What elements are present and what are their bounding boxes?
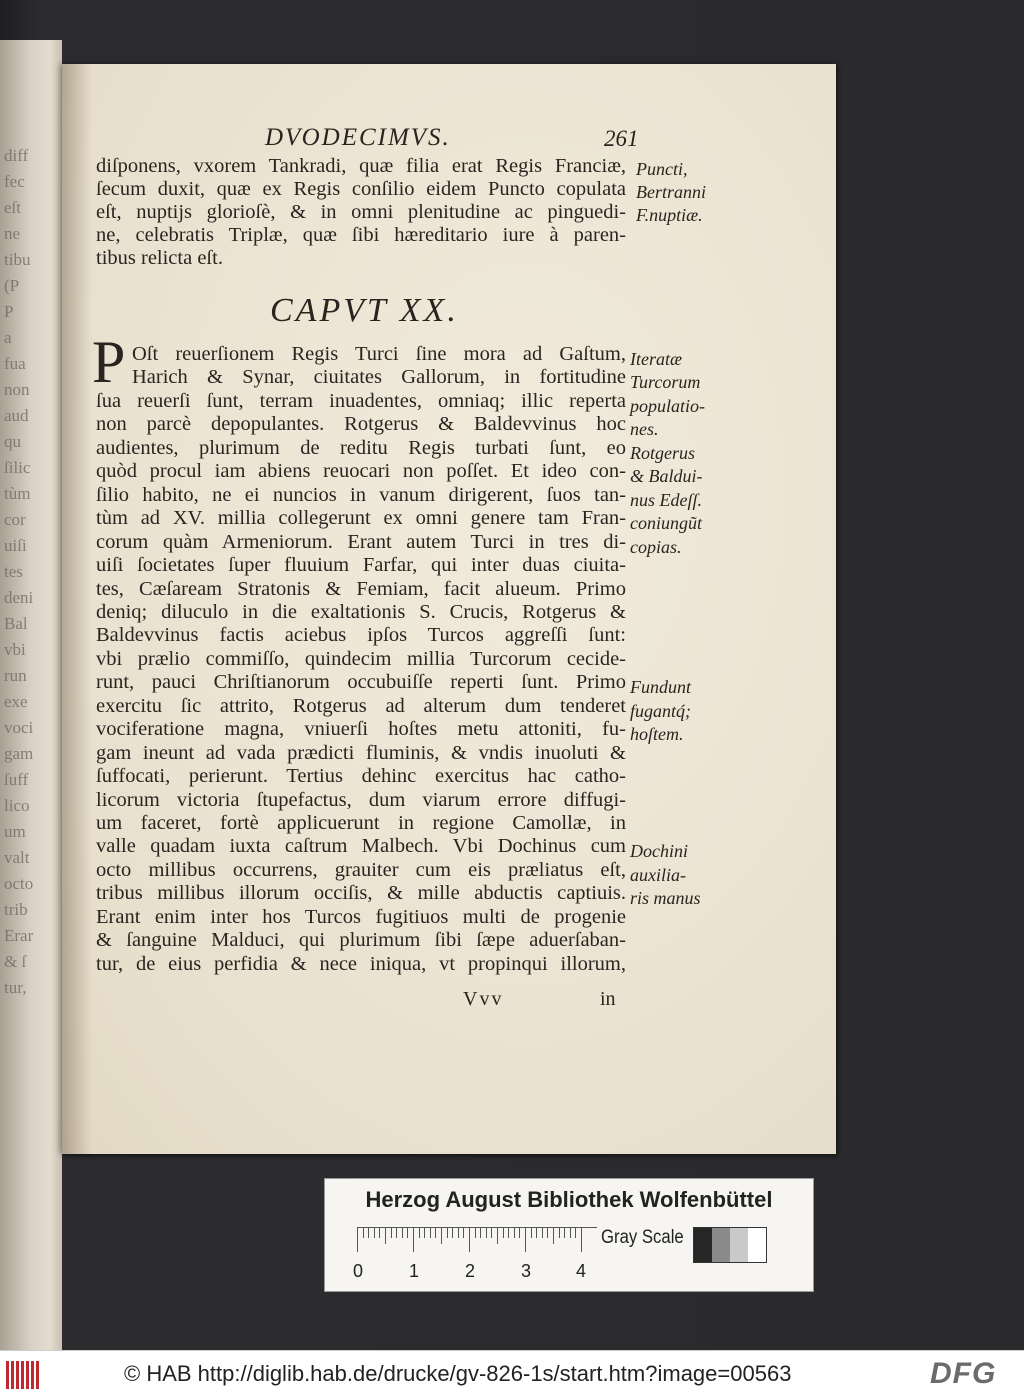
text-line: ſuffocati, perierunt. Tertius dehinc exercitus hac catho- bbox=[96, 765, 626, 788]
adjacent-page-fragment: deni bbox=[4, 588, 34, 607]
adjacent-page-fragment: & ſ bbox=[4, 952, 27, 971]
adjacent-page-fragment: Bal bbox=[4, 614, 28, 633]
ruler-tick bbox=[553, 1228, 554, 1244]
adjacent-page-fragment: gam bbox=[4, 744, 34, 763]
ruler-tick bbox=[575, 1228, 576, 1238]
ruler-tick bbox=[374, 1228, 375, 1238]
ruler-tick bbox=[519, 1228, 520, 1238]
text-line: ſua reuerſi ſunt, terram inuadentes, omniaq; illic reperta bbox=[96, 389, 626, 412]
text-line: tur, de eius perfidia & nece iniqua, vt propinqui illorum, bbox=[96, 952, 626, 975]
margin-note: Iteratæ bbox=[630, 349, 682, 369]
adjacent-page-fragment: vbi bbox=[4, 640, 26, 659]
scale-ruler bbox=[357, 1227, 597, 1254]
text-line: exercitu ſic attrito, Rotgerus ad alterum dum tenderet bbox=[96, 694, 626, 717]
ruler-tick bbox=[475, 1228, 476, 1238]
scale-number: 0 bbox=[353, 1261, 364, 1281]
adjacent-page-fragment: ne bbox=[4, 224, 21, 243]
margin-note: hoſtem. bbox=[630, 724, 684, 745]
adjacent-page-fragment: voci bbox=[4, 718, 34, 737]
adjacent-page-fragment: Erar bbox=[4, 926, 34, 945]
ruler-tick bbox=[463, 1228, 464, 1238]
ruler-tick bbox=[514, 1228, 515, 1238]
ruler-tick bbox=[402, 1228, 403, 1238]
ruler-tick bbox=[357, 1228, 358, 1252]
ruler-tick bbox=[424, 1228, 425, 1238]
margin-note: populatio- bbox=[630, 395, 705, 416]
adjacent-page-fragment: run bbox=[4, 666, 27, 685]
hab-logo-icon bbox=[6, 1361, 42, 1389]
ruler-tick bbox=[396, 1228, 397, 1238]
scale-number: 2 bbox=[465, 1261, 476, 1281]
ruler-tick bbox=[559, 1228, 560, 1238]
ruler-tick bbox=[447, 1228, 448, 1238]
adjacent-page-fragment: eſt bbox=[4, 198, 21, 217]
adjacent-page-fragment: qu bbox=[4, 432, 21, 451]
page-number: 261 bbox=[604, 126, 639, 151]
scale-number: 1 bbox=[409, 1261, 420, 1281]
adjacent-page-edge bbox=[0, 40, 62, 1350]
text-line: diſponens, vxorem Tankradi, quæ filia erat Regis Franciæ, bbox=[96, 155, 626, 177]
text-line: Baldevvinus factis aciebus ipſos Turcos aggreſſi ſunt: bbox=[96, 624, 626, 647]
ruler-tick bbox=[542, 1228, 543, 1238]
text-line: audientes, plurimum de reditu Regis turbati ſunt, eo bbox=[96, 436, 626, 459]
ruler-tick bbox=[435, 1228, 436, 1238]
adjacent-page-fragment: lico bbox=[4, 796, 30, 815]
ruler-tick bbox=[480, 1228, 481, 1238]
ruler-tick bbox=[391, 1228, 392, 1238]
adjacent-page-fragment: aud bbox=[4, 406, 29, 425]
ruler-tick bbox=[486, 1228, 487, 1238]
gray-swatch bbox=[748, 1228, 766, 1262]
adjacent-page-fragment: uiſi bbox=[4, 536, 27, 555]
adjacent-page-fragment: fua bbox=[4, 354, 26, 373]
adjacent-page-fragment: non bbox=[4, 380, 30, 399]
ruler-tick bbox=[385, 1228, 386, 1244]
text-line: & ſanguine Malduci, qui plurimum ſibi ſæpe aduerſaban- bbox=[96, 929, 626, 952]
ruler-tick bbox=[452, 1228, 453, 1238]
ruler-tick bbox=[419, 1228, 420, 1238]
adjacent-page-fragment: a bbox=[4, 328, 12, 347]
scale-number: 3 bbox=[521, 1261, 532, 1281]
margin-note: copias. bbox=[630, 536, 682, 557]
ruler-tick bbox=[379, 1228, 380, 1238]
adjacent-page-fragment: tibu bbox=[4, 250, 31, 269]
text-line: valle quadam iuxta caſtrum Malbech. Vbi Dochinus cum bbox=[96, 835, 626, 858]
text-line: Oſt reuerſionem Regis Turci ſine mora ad Gaſtum, bbox=[132, 343, 626, 365]
ruler-tick bbox=[581, 1228, 582, 1252]
drop-cap: P bbox=[92, 329, 126, 395]
ruler-tick bbox=[503, 1228, 504, 1238]
text-line: tibus relicta eſt. bbox=[96, 247, 223, 270]
adjacent-page-fragment: P bbox=[4, 302, 14, 321]
ruler-tick bbox=[536, 1228, 537, 1238]
text-line: Harich & Synar, ciuitates Gallorum, in fortitudine bbox=[132, 366, 626, 389]
text-line: vbi prælio commiſſo, quindecim millia Turcorum cecide- bbox=[96, 647, 626, 670]
ruler-tick bbox=[430, 1228, 431, 1238]
gray-scale-swatches bbox=[693, 1227, 767, 1263]
library-reference-plate bbox=[324, 1178, 814, 1292]
margin-note: nes. bbox=[630, 419, 659, 440]
ruler-tick bbox=[458, 1228, 459, 1238]
adjacent-page-fragment: exe bbox=[4, 692, 28, 711]
chapter-title: CAPVT XX. bbox=[270, 292, 459, 329]
text-line: octo millibus occurrens, grauiter cum eis præliatus eſt, bbox=[96, 858, 626, 881]
ruler-tick bbox=[491, 1228, 492, 1238]
adjacent-page-fragment: tùm bbox=[4, 484, 31, 503]
gray-scale-label: Gray Scale bbox=[601, 1227, 684, 1248]
margin-note: auxilia- bbox=[630, 864, 686, 885]
adjacent-page-fragment: trib bbox=[4, 900, 28, 919]
text-line: Erant enim inter hos Turcos fugitiuos multi de progenie bbox=[96, 905, 626, 928]
margin-note: Turcorum bbox=[630, 372, 701, 393]
gray-swatch bbox=[730, 1228, 748, 1262]
text-line: tes, Cæſaream Stratonis & Femiam, facit alueum. Primo bbox=[96, 577, 626, 600]
margin-note: fugantq́; bbox=[630, 700, 691, 721]
dfg-logo: DFG bbox=[930, 1357, 997, 1390]
margin-note: ris manus bbox=[630, 888, 701, 909]
text-line: um faceret, fortè applicuerunt in regione Camollæ, in bbox=[96, 812, 626, 834]
margin-note: Dochini bbox=[630, 841, 688, 862]
ruler-tick bbox=[508, 1228, 509, 1238]
text-line: licorum victoria ſtupefactus, dum viarum errore diffugi- bbox=[96, 788, 626, 811]
text-line: tùm ad XV. millia collegerunt ex omni genere tam Fran- bbox=[96, 507, 626, 530]
ruler-tick bbox=[441, 1228, 442, 1244]
ruler-tick bbox=[363, 1228, 364, 1238]
ruler-tick bbox=[570, 1228, 571, 1238]
margin-note: nus Edeſſ. bbox=[630, 489, 702, 510]
text-line: vociferatione magna, vniuerſi hoſtes metu attoniti, fu- bbox=[96, 718, 626, 741]
text-line: runt, pauci Chriſtianorum occubuiſſe reperti ſunt. Primo bbox=[96, 671, 626, 694]
ruler-tick bbox=[407, 1228, 408, 1238]
ruler-tick bbox=[564, 1228, 565, 1238]
ruler-tick bbox=[531, 1228, 532, 1238]
gray-swatch bbox=[712, 1228, 730, 1262]
adjacent-page-fragment: tes bbox=[4, 562, 23, 581]
adjacent-page-fragment: tur, bbox=[4, 978, 27, 997]
adjacent-page-fragment: ſuff bbox=[4, 770, 29, 789]
running-head: DVODECIMVS. bbox=[265, 124, 451, 151]
margin-note: Fundunt bbox=[630, 677, 691, 698]
text-line: gam ineunt ad vada prædicti fluminis, & vndis inuoluti & bbox=[96, 741, 626, 764]
adjacent-page-fragment: octo bbox=[4, 874, 34, 893]
gray-swatch bbox=[694, 1228, 712, 1262]
text-line: deniq; diluculo in die exaltationis S. Crucis, Rotgerus & bbox=[96, 600, 626, 623]
adjacent-page-fragment: diff bbox=[4, 146, 29, 165]
library-name: Herzog August Bibliothek Wolfenbüttel bbox=[365, 1187, 773, 1212]
text-line: uiſi ſocietates ſuper fluuium Farfar, qui inter duas ciuita- bbox=[96, 554, 626, 577]
signature-mark: Vvv bbox=[463, 988, 504, 1010]
adjacent-page-fragment: fec bbox=[4, 172, 25, 191]
margin-note: & Baldui- bbox=[630, 466, 703, 487]
text-line: ſecum duxit, quæ ex Regis conſilio eidem Puncto copulata bbox=[96, 178, 626, 201]
page-gutter-shadow bbox=[62, 64, 92, 1154]
ruler-tick bbox=[413, 1228, 414, 1252]
text-line: eſt, nuptijs glorioſè, & in omni plenitudine ac pinguedi- bbox=[96, 201, 626, 224]
adjacent-page-fragment: ſilic bbox=[4, 458, 31, 477]
margin-note: Puncti, bbox=[636, 159, 688, 179]
margin-note: F.nuptiæ. bbox=[636, 205, 703, 226]
margin-note: Bertranni bbox=[636, 182, 706, 203]
ruler-tick bbox=[469, 1228, 470, 1252]
text-line: non parcè depopulantes. Rotgerus & Baldevvinus hoc bbox=[96, 413, 626, 436]
text-line: ne, celebratis Triplæ, quæ ſibi hæreditario iure à paren- bbox=[96, 224, 626, 247]
catchword: in bbox=[600, 988, 616, 1010]
ruler-tick bbox=[547, 1228, 548, 1238]
adjacent-page-fragment: valt bbox=[4, 848, 30, 867]
text-line: quòd procul iam abiens reuocari non poſſet. Et ideo con- bbox=[96, 460, 626, 483]
text-line: corum quàm Armeniorum. Erant autem Turci in tres di- bbox=[96, 530, 626, 553]
footer-credit: © HAB http://diglib.hab.de/drucke/gv-826-1s/start.htm?image=00563 bbox=[124, 1361, 792, 1386]
margin-note: coniungũt bbox=[630, 513, 702, 534]
adjacent-page-fragment: um bbox=[4, 822, 26, 841]
scale-number: 4 bbox=[576, 1261, 587, 1281]
footer-bar bbox=[0, 1350, 1024, 1399]
text-line: tribus millibus illorum occiſis, & mille abductis captiuis. bbox=[96, 882, 626, 905]
ruler-tick bbox=[368, 1228, 369, 1238]
text-line: ſilio habito, ne ei nuncios in vanum dirigerent, ſuos tan- bbox=[96, 483, 626, 506]
ruler-tick bbox=[525, 1228, 526, 1252]
adjacent-page-fragment: cor bbox=[4, 510, 26, 529]
ruler-tick bbox=[497, 1228, 498, 1244]
margin-note: Rotgerus bbox=[630, 442, 695, 463]
adjacent-page-fragment: (P bbox=[4, 276, 20, 295]
